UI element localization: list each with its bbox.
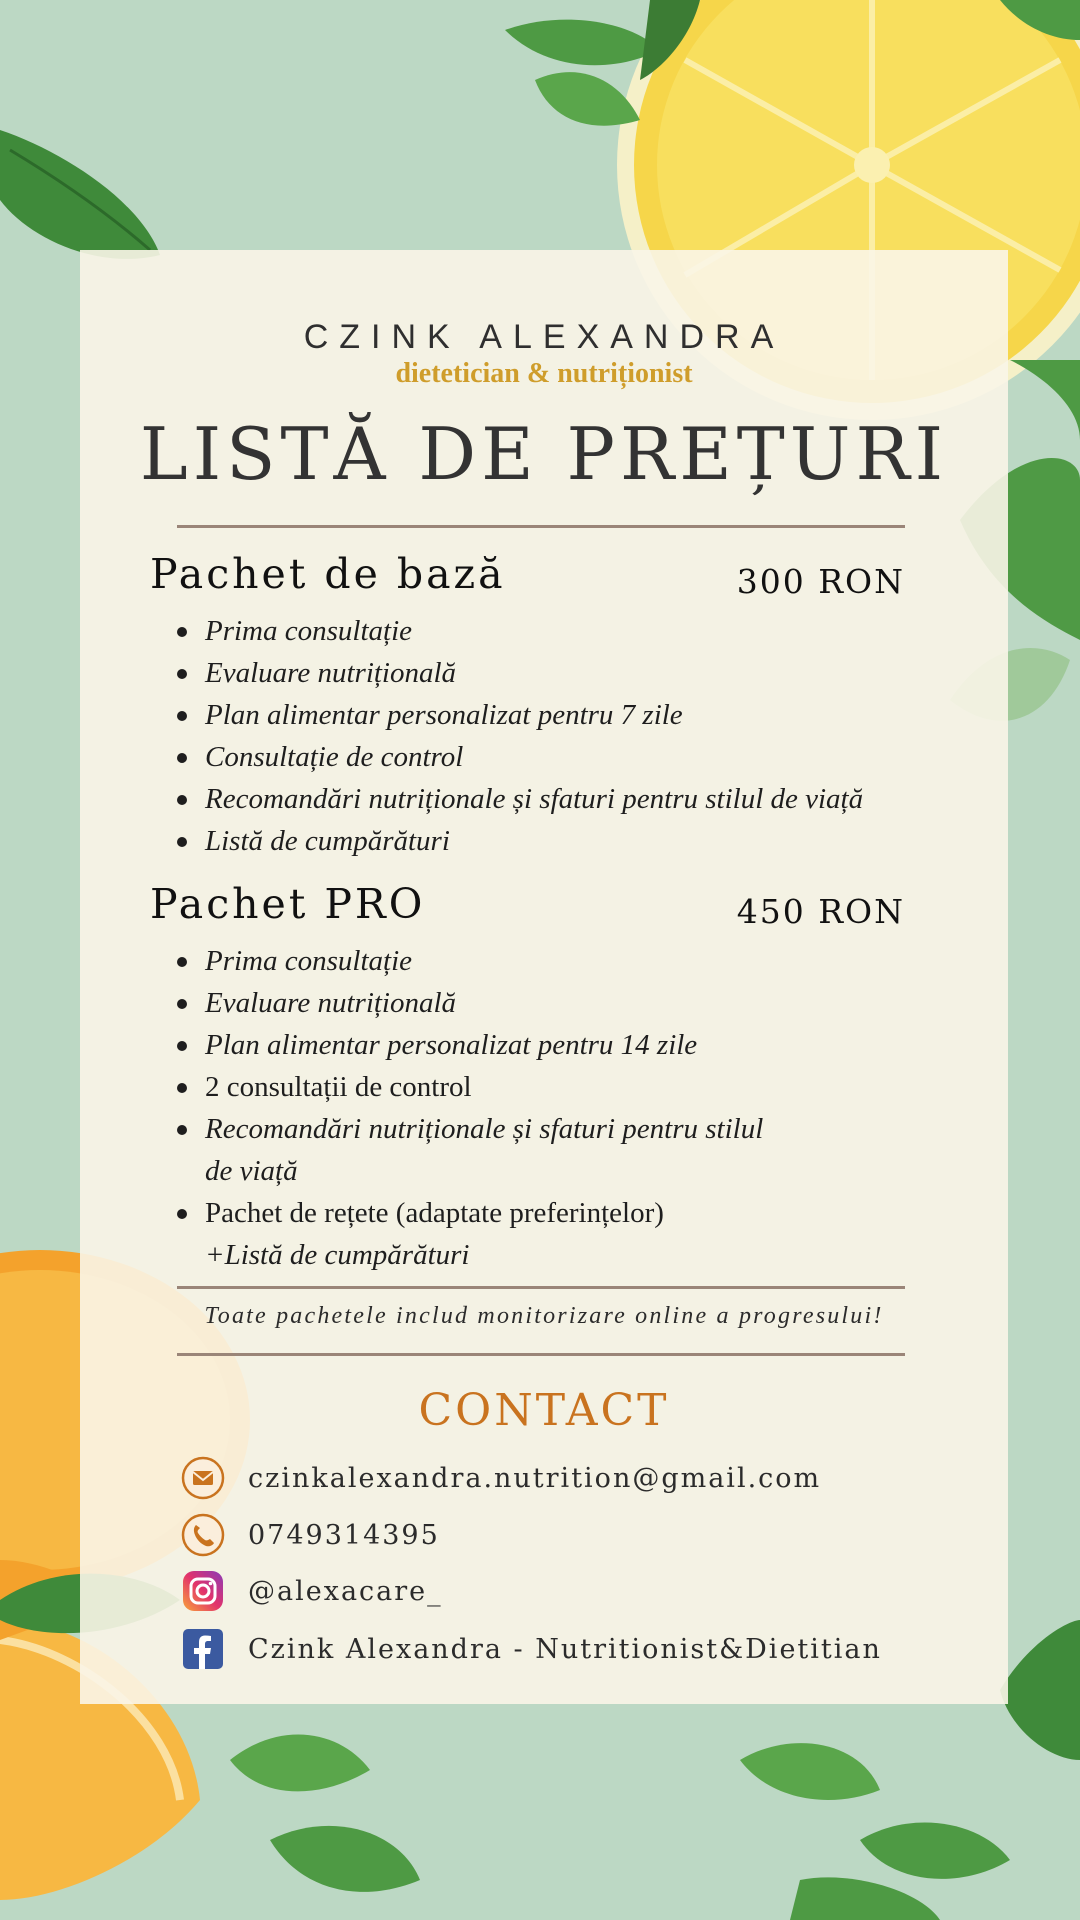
phone-icon — [180, 1512, 226, 1558]
list-item: Listă de cumpărături — [205, 820, 905, 862]
page-title: LISTĂ DE PREȚURI — [139, 412, 949, 496]
mail-icon — [180, 1455, 226, 1501]
divider-middle — [177, 1286, 905, 1289]
package-pro-features — [205, 940, 905, 1276]
brand-role: dietetician & nutriționist — [395, 358, 693, 389]
price-list-card — [80, 250, 1008, 1704]
divider-bottom — [177, 1353, 905, 1356]
list-item: 2 consultații de control — [205, 1066, 905, 1108]
list-item: Recomandări nutriționale și sfaturi pentru stilul de viață — [205, 778, 905, 820]
brand-name: CZINK ALEXANDRA — [303, 318, 785, 356]
contact-title: CONTACT — [418, 1385, 670, 1436]
list-item: Evaluare nutrițională — [205, 982, 905, 1024]
list-item-continuation: de viață — [205, 1155, 298, 1187]
monitoring-note: Toate pachetele includ monitorizare online a progresului! — [204, 1303, 884, 1329]
contact-phone-row[interactable] — [180, 1512, 440, 1558]
list-item-continuation: +Listă de cumpărături — [205, 1239, 470, 1271]
list-item: Pachet de rețete (adaptate preferințelor) — [205, 1192, 905, 1234]
list-item: Prima consultație — [205, 610, 905, 652]
mint-leaves-top-left — [0, 130, 160, 259]
package-basic-price: 300 RON — [736, 562, 905, 601]
facebook-icon — [180, 1626, 226, 1672]
contact-email[interactable]: czinkalexandra.nutrition@gmail.com — [248, 1462, 822, 1494]
list-item: Plan alimentar personalizat pentru 14 zile — [205, 1024, 905, 1066]
package-pro-price: 450 RON — [736, 892, 905, 931]
list-item: Plan alimentar personalizat pentru 7 zile — [205, 694, 905, 736]
divider-top — [177, 525, 905, 528]
list-item: Recomandări nutriționale și sfaturi pentru stilul — [205, 1108, 905, 1150]
contact-facebook-row[interactable] — [180, 1626, 882, 1672]
contact-instagram[interactable]: @alexacare_ — [248, 1575, 443, 1607]
list-item: Prima consultație — [205, 940, 905, 982]
list-item: Consultație de control — [205, 736, 905, 778]
contact-instagram-row[interactable] — [180, 1568, 443, 1614]
package-basic-name: Pachet de bază — [150, 550, 506, 598]
instagram-icon — [180, 1568, 226, 1614]
contact-facebook[interactable]: Czink Alexandra - Nutritionist&Dietitian — [248, 1633, 882, 1665]
list-item: Evaluare nutrițională — [205, 652, 905, 694]
package-basic-features — [205, 610, 905, 862]
package-pro-name: Pachet PRO — [150, 880, 426, 928]
contact-phone[interactable]: 0749314395 — [248, 1519, 440, 1551]
contact-email-row[interactable] — [180, 1455, 821, 1501]
